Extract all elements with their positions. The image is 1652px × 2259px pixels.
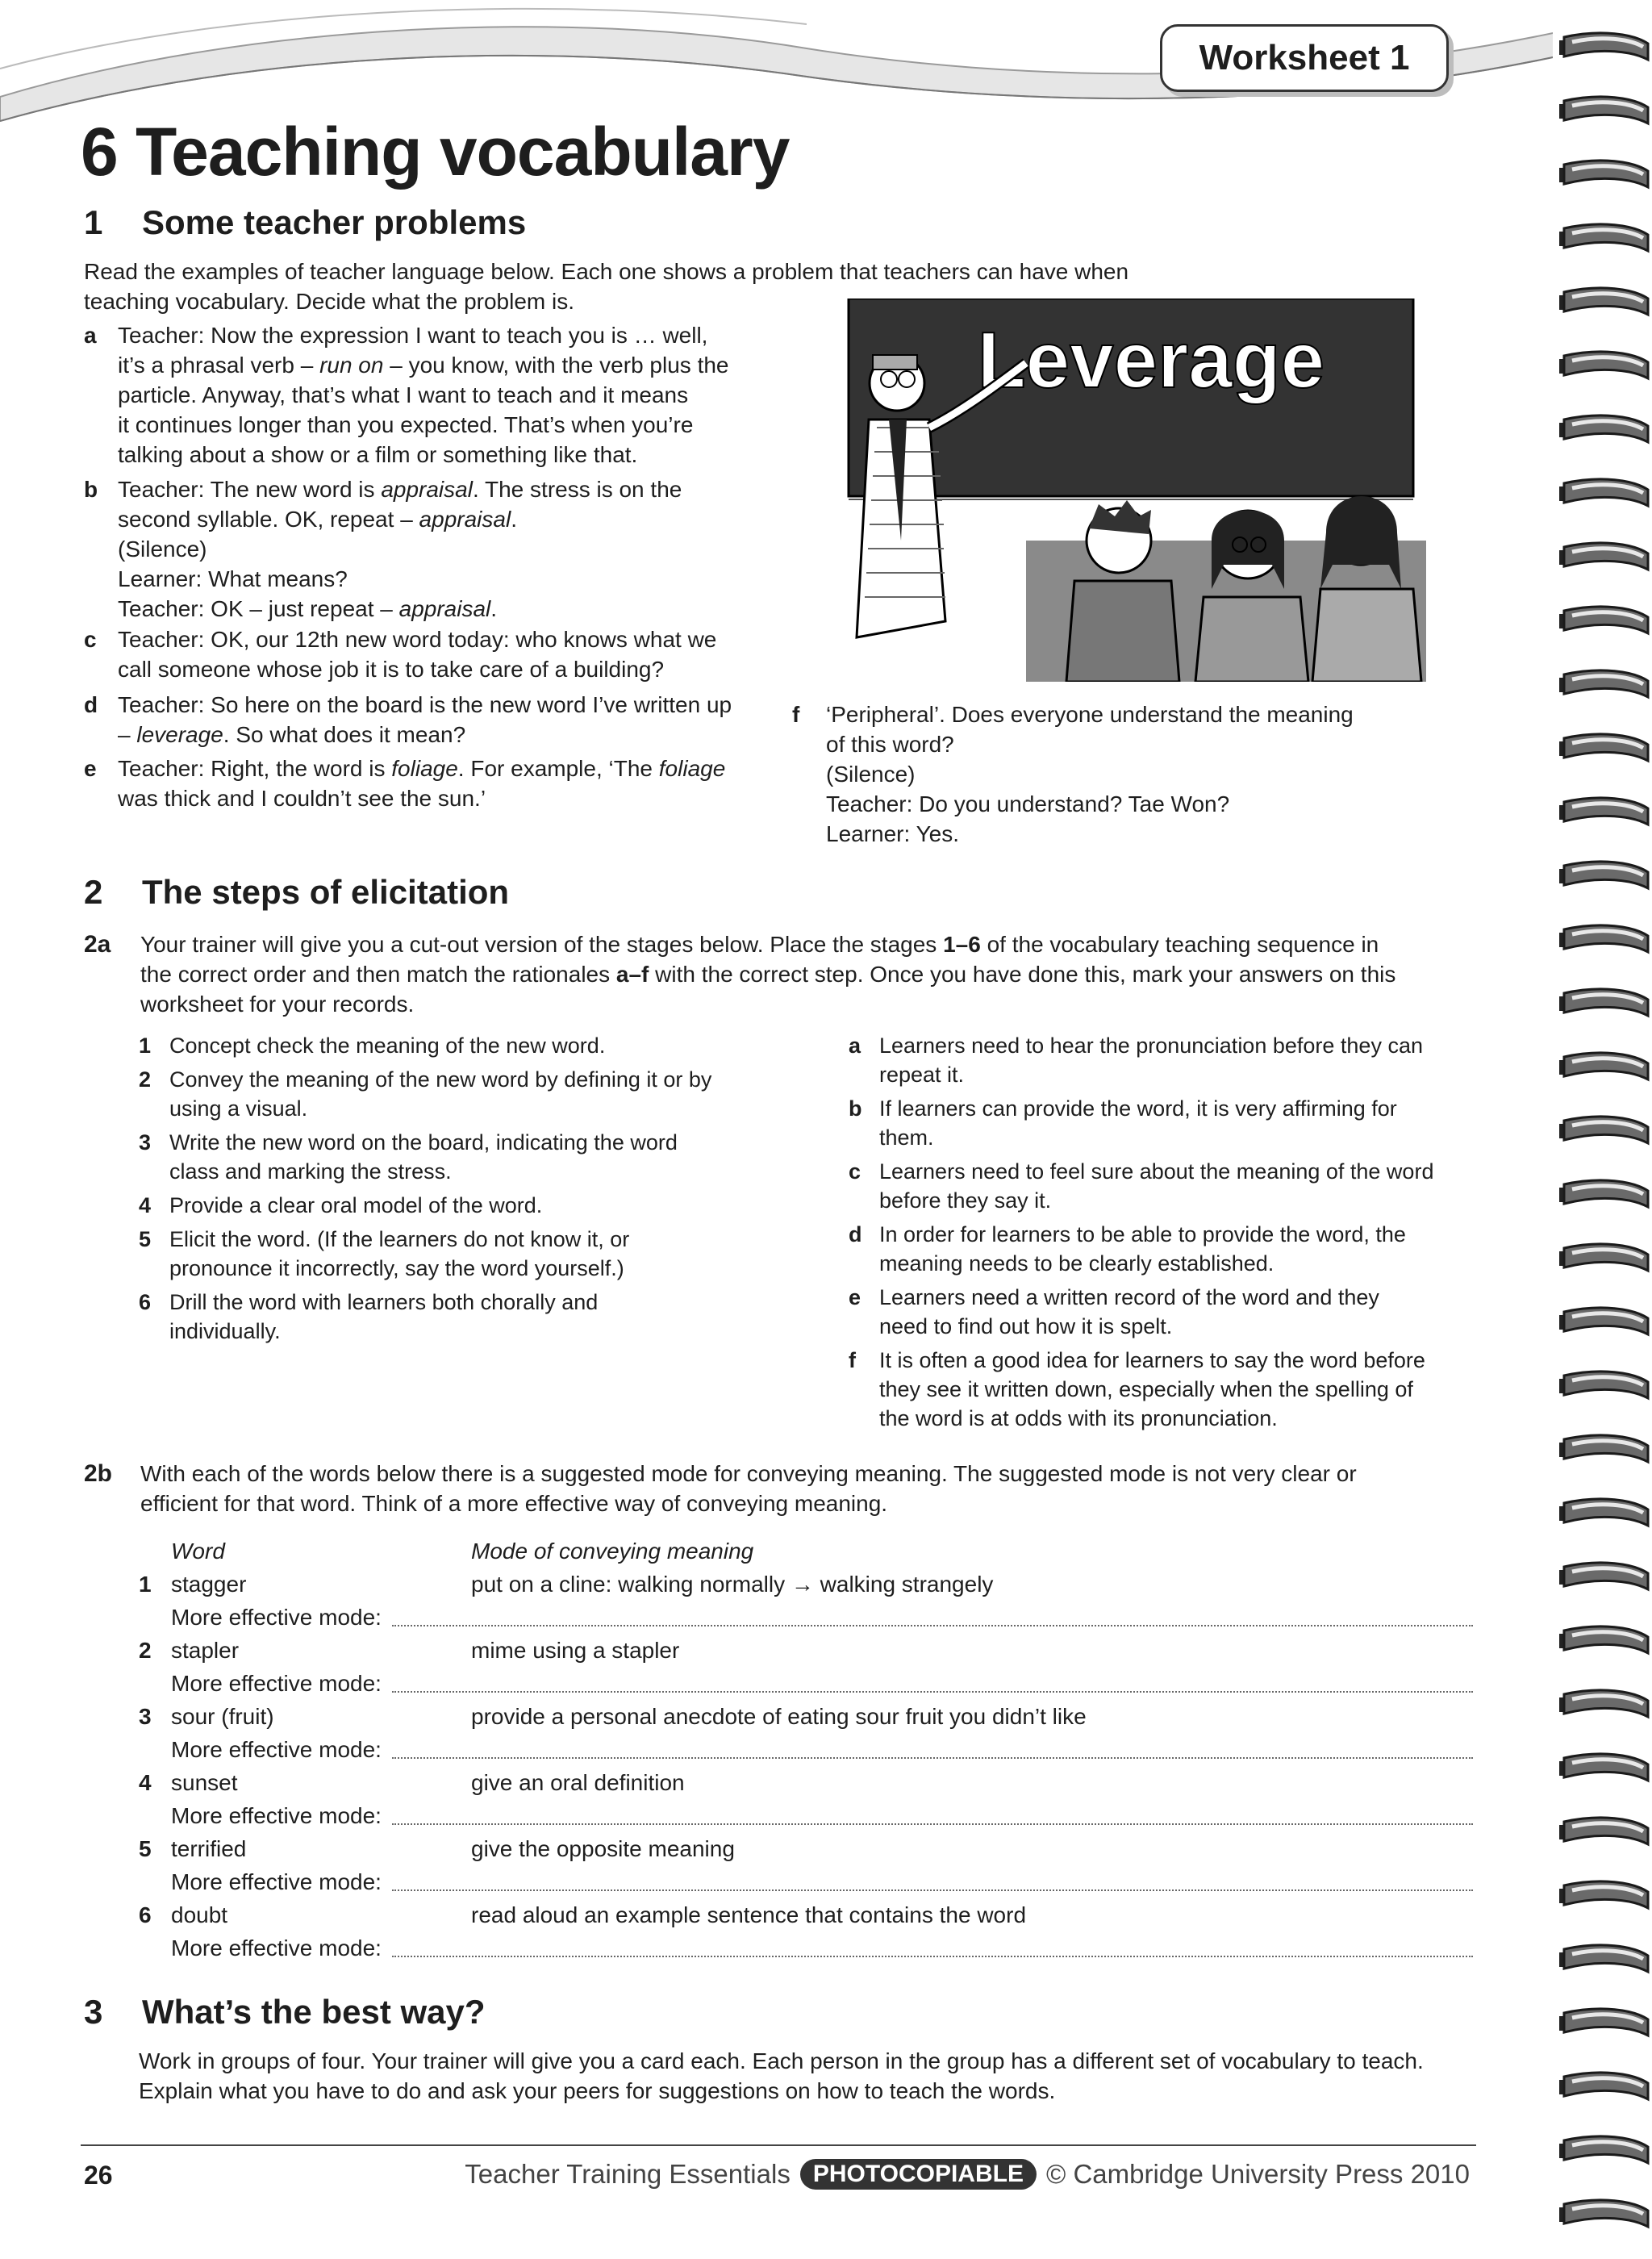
- rationale-line: need to find out how it is spelt.: [879, 1314, 1173, 1338]
- more-effective-label: More effective mode:: [171, 1671, 382, 1696]
- row-word: sour (fruit): [171, 1704, 274, 1729]
- section-3-instructions: [139, 2046, 1494, 2106]
- page-title: 6 Teaching vocabulary: [81, 114, 790, 190]
- problem-item-f: [792, 699, 1437, 849]
- rationale-letter: d: [849, 1222, 862, 1246]
- item-line: ‘Peripheral’. Does everyone understand the meaning: [826, 702, 1354, 727]
- photocopiable-badge: PHOTOCOPIABLE: [800, 2159, 1037, 2190]
- stage-number: 2: [139, 1067, 152, 1092]
- row-number: 6: [139, 1902, 152, 1927]
- item-line: Teacher: Right, the word is foliage. For example, ‘The foliage: [118, 756, 726, 781]
- col-mode-header: Mode of conveying meaning: [471, 1539, 754, 1564]
- row-word: terrified: [171, 1836, 247, 1861]
- row-word: stapler: [171, 1638, 240, 1663]
- more-effective-label: More effective mode:: [171, 1605, 382, 1630]
- item-line: second syllable. OK, repeat – appraisal.: [118, 507, 517, 532]
- section-title: The steps of elicitation: [142, 873, 510, 911]
- table-row: [139, 1898, 1473, 1931]
- row-mode: read aloud an example sentence that contains the word: [471, 1902, 1027, 1927]
- item-line: talking about a show or a film or something like that.: [118, 442, 638, 467]
- item-line: Teacher: Now the expression I want to teach you is … well,: [118, 323, 708, 348]
- stage-line: individually.: [169, 1319, 281, 1343]
- item-label: e: [84, 756, 97, 781]
- stage-item: [139, 1225, 800, 1283]
- item-line: it continues longer than you expected. That’s when you’re: [118, 412, 694, 437]
- item-line: Teacher: OK, our 12th new word today: who knows what we: [118, 627, 717, 652]
- item-line: it’s a phrasal verb – run on – you know, with the verb plus the: [118, 353, 729, 378]
- rationales-list: [849, 1031, 1486, 1438]
- item-line: Teacher: So here on the board is the new word I’ve written up: [118, 692, 732, 717]
- problem-item-c: [84, 624, 810, 684]
- task-tag: 2a: [84, 931, 111, 958]
- item-label: b: [84, 477, 98, 502]
- item-label: c: [84, 627, 97, 652]
- section-3-heading: [84, 1993, 486, 2031]
- rationale-item: [849, 1031, 1486, 1089]
- stage-number: 4: [139, 1193, 152, 1217]
- rationale-line: Learners need a written record of the word and they: [879, 1285, 1379, 1309]
- rationale-letter: a: [849, 1033, 861, 1058]
- row-number: 5: [139, 1836, 152, 1861]
- more-effective-label: More effective mode:: [171, 1737, 382, 1762]
- answer-line[interactable]: [392, 1691, 1473, 1693]
- problem-item-b: [84, 474, 810, 624]
- section-number: 1: [84, 203, 103, 241]
- item-line: was thick and I couldn’t see the sun.’: [118, 786, 486, 811]
- more-effective-label: More effective mode:: [171, 1869, 382, 1894]
- section-number: 2: [84, 873, 103, 911]
- footer-divider: [81, 2144, 1476, 2146]
- table-row: [139, 1700, 1473, 1733]
- item-line: (Silence): [826, 762, 916, 787]
- table-row: [139, 1568, 1473, 1601]
- stage-line: pronounce it incorrectly, say the word yourself.): [169, 1256, 624, 1280]
- page-number: 26: [84, 2161, 113, 2190]
- rationale-letter: e: [849, 1285, 861, 1309]
- stage-item: [139, 1065, 800, 1123]
- rationale-line: In order for learners to be able to provide the word, the: [879, 1222, 1406, 1246]
- task-line: efficient for that word. Think of a more effective way of conveying meaning.: [140, 1491, 888, 1516]
- row-number: 4: [139, 1770, 152, 1795]
- row-word: sunset: [171, 1770, 238, 1795]
- teacher-cartoon-illustration: [832, 299, 1426, 682]
- stage-line: Write the new word on the board, indicating the word: [169, 1130, 678, 1155]
- item-line: – leverage. So what does it mean?: [118, 722, 466, 747]
- spiral-binding: [1553, 0, 1652, 2259]
- section-2-heading: [84, 873, 509, 912]
- instruction-line: Explain what you have to do and ask your peers for suggestions on how to teach the words.: [139, 2078, 1056, 2103]
- rationale-letter: c: [849, 1159, 861, 1184]
- stage-item: [139, 1191, 800, 1220]
- more-effective-label: More effective mode:: [171, 1935, 382, 1960]
- row-mode: give the opposite meaning: [471, 1836, 735, 1861]
- item-line: Teacher: OK – just repeat – appraisal.: [118, 596, 498, 621]
- board-word: Leverage: [977, 315, 1325, 404]
- rationale-item: [849, 1220, 1486, 1278]
- worksheet-badge: Worksheet 1: [1160, 24, 1449, 92]
- row-word: stagger: [171, 1572, 247, 1597]
- answer-line[interactable]: [392, 1757, 1473, 1759]
- row-number: 3: [139, 1704, 152, 1729]
- stage-line: using a visual.: [169, 1096, 308, 1121]
- problem-item-e: [84, 754, 810, 813]
- rationale-item: [849, 1157, 1486, 1215]
- item-line: Learner: Yes.: [826, 821, 960, 846]
- problem-item-a: [84, 320, 810, 470]
- stage-line: Convey the meaning of the new word by defining it or by: [169, 1067, 712, 1092]
- task-tag: 2b: [84, 1460, 113, 1487]
- table-row: [139, 1634, 1473, 1667]
- stage-number: 1: [139, 1033, 152, 1058]
- item-line: call someone whose job it is to take care of a building?: [118, 657, 665, 682]
- section-title: What’s the best way?: [142, 1993, 486, 2031]
- item-line: of this word?: [826, 732, 954, 757]
- stage-line: Provide a clear oral model of the word.: [169, 1193, 543, 1217]
- stage-number: 6: [139, 1290, 152, 1314]
- intro-line: Read the examples of teacher language below. Each one shows a problem that teachers can have when: [84, 259, 1129, 284]
- row-mode: put on a cline: walking normally → walking strangely: [471, 1572, 994, 1597]
- copyright-notice: © Cambridge University Press 2010: [1045, 2159, 1470, 2189]
- intro-line: teaching vocabulary. Decide what the problem is.: [84, 289, 575, 314]
- task-line: the correct order and then match the rationales a–f with the correct step. Once you have done this, mark your answers on this: [140, 962, 1396, 987]
- task-line: With each of the words below there is a suggested mode for conveying meaning. The suggested mode is not very clear or: [140, 1461, 1357, 1486]
- word-mode-table: [139, 1535, 1473, 1965]
- table-row: [139, 1832, 1473, 1865]
- col-word-header: Word: [171, 1539, 225, 1564]
- answer-row[interactable]: [139, 1733, 1473, 1766]
- task-line: worksheet for your records.: [140, 992, 415, 1017]
- item-label: f: [792, 702, 800, 727]
- row-mode: mime using a stapler: [471, 1638, 680, 1663]
- section-number: 3: [84, 1993, 103, 2031]
- rationale-line: It is often a good idea for learners to say the word before: [879, 1348, 1425, 1372]
- book-title: Teacher Training Essentials: [465, 2159, 791, 2189]
- task-2a: [84, 929, 1479, 1019]
- row-mode: give an oral definition: [471, 1770, 685, 1795]
- item-line: particle. Anyway, that’s what I want to teach and it means: [118, 382, 689, 407]
- stage-line: Drill the word with learners both chorally and: [169, 1290, 599, 1314]
- table-row: [139, 1766, 1473, 1799]
- rationale-line: before they say it.: [879, 1188, 1052, 1213]
- answer-row[interactable]: [139, 1601, 1473, 1634]
- item-label: d: [84, 692, 98, 717]
- footer-credit: [465, 2159, 1470, 2190]
- item-line: Learner: What means?: [118, 566, 348, 591]
- answer-row[interactable]: [139, 1931, 1473, 1965]
- instruction-line: Work in groups of four. Your trainer will give you a card each. Each person in the group has a different set of vocabulary to teach.: [139, 2048, 1424, 2073]
- row-number: 1: [139, 1572, 152, 1597]
- stage-line: Concept check the meaning of the new word.: [169, 1033, 606, 1058]
- rationale-item: [849, 1346, 1486, 1433]
- row-number: 2: [139, 1638, 152, 1663]
- table-header: [139, 1535, 1473, 1568]
- task-line: Your trainer will give you a cut-out version of the stages below. Place the stages 1–6 of the vocabulary teaching sequence in: [140, 932, 1379, 957]
- answer-line[interactable]: [392, 1625, 1473, 1626]
- stage-number: 5: [139, 1227, 152, 1251]
- item-line: Teacher: Do you understand? Tae Won?: [826, 791, 1230, 816]
- rationale-line: Learners need to feel sure about the meaning of the word: [879, 1159, 1434, 1184]
- stage-item: [139, 1288, 800, 1346]
- stage-item: [139, 1031, 800, 1060]
- stage-line: class and marking the stress.: [169, 1159, 452, 1184]
- problem-item-d: [84, 690, 810, 750]
- rationale-line: they see it written down, especially when the spelling of: [879, 1377, 1413, 1401]
- answer-line[interactable]: [392, 1889, 1473, 1891]
- rationale-letter: b: [849, 1096, 862, 1121]
- row-word: doubt: [171, 1902, 228, 1927]
- stage-item: [139, 1128, 800, 1186]
- answer-line[interactable]: [392, 1823, 1473, 1825]
- item-line: Teacher: The new word is appraisal. The stress is on the: [118, 477, 682, 502]
- rationale-letter: f: [849, 1348, 856, 1372]
- rationale-line: meaning needs to be clearly established.: [879, 1251, 1274, 1276]
- more-effective-label: More effective mode:: [171, 1803, 382, 1828]
- item-label: a: [84, 323, 97, 348]
- rationale-line: the word is at odds with its pronunciation.: [879, 1406, 1278, 1430]
- task-2b: [84, 1459, 1479, 1518]
- rationale-line: Learners need to hear the pronunciation before they can: [879, 1033, 1423, 1058]
- section-title: Some teacher problems: [142, 203, 527, 241]
- stage-number: 3: [139, 1130, 152, 1155]
- section-1-heading: [84, 203, 526, 242]
- rationale-item: [849, 1094, 1486, 1152]
- rationale-item: [849, 1283, 1486, 1341]
- item-line: (Silence): [118, 537, 207, 562]
- stage-line: Elicit the word. (If the learners do not know it, or: [169, 1227, 630, 1251]
- stages-list: [139, 1031, 800, 1351]
- answer-row[interactable]: [139, 1865, 1473, 1898]
- rationale-line: If learners can provide the word, it is very affirming for: [879, 1096, 1397, 1121]
- answer-line[interactable]: [392, 1956, 1473, 1957]
- rationale-line: repeat it.: [879, 1063, 965, 1087]
- row-mode: provide a personal anecdote of eating sour fruit you didn’t like: [471, 1704, 1087, 1729]
- answer-row[interactable]: [139, 1799, 1473, 1832]
- answer-row[interactable]: [139, 1667, 1473, 1700]
- rationale-line: them.: [879, 1125, 934, 1150]
